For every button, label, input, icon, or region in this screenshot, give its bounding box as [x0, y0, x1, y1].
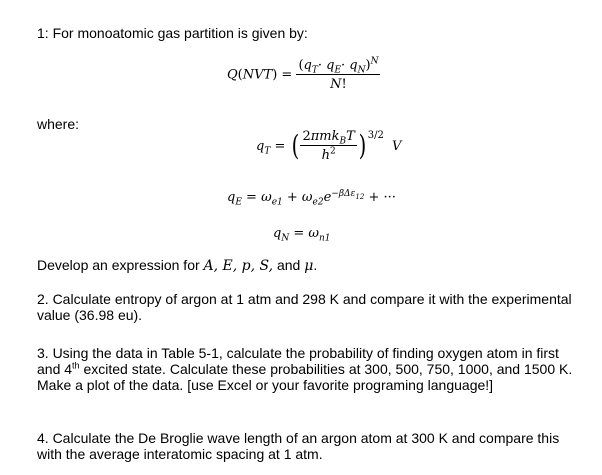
equation-2-fraction	[300, 130, 356, 162]
where-label: where:	[37, 116, 80, 132]
develop-text: Develop an expression for	[37, 257, 200, 273]
equation-1-numerator: $(q_T\cdot q_E\cdot q_N)^N$	[298, 56, 379, 76]
equation-electronic: $q_E = \omega_{e1} + \omega_{e2}e^{-\beta\Delta\varepsilon_{12}}$ + ···	[227, 188, 396, 208]
equation-partition-function	[227, 56, 380, 92]
develop-mu: μ	[304, 258, 314, 274]
develop-end: .	[313, 257, 318, 273]
develop-and: and	[276, 257, 301, 273]
question-2: 2. Calculate entropy of argon at 1 atm and 298 K and compare it with the experimental value (36.98 eu).	[37, 291, 572, 323]
equation-translational	[256, 130, 401, 162]
equation-nuclear: $q_N = \omega_{n1}$	[273, 226, 331, 244]
right-paren-icon: )	[358, 129, 367, 162]
develop-variables: A, E, p, S,	[203, 258, 274, 274]
equation-1-denominator: N!	[330, 77, 347, 92]
question-3-part-1: 3. Using the data in Table 5-1, calculate the probability of finding oxygen atom in first and 4	[37, 345, 559, 377]
equation-2-exponent: 3/2	[367, 129, 384, 141]
equation-2-lhs: $q_T$ =	[256, 138, 286, 157]
equation-2-denominator: $h^2$	[321, 146, 336, 163]
equation-1-fraction	[296, 56, 380, 92]
equation-1-lhs: Q(NVT) =	[227, 67, 293, 83]
question-4: 4. Calculate the De Broglie wave length of an argon atom at 300 K and compare this with the average interatomic spacing at 1 atm.	[37, 430, 560, 462]
question-3-superscript: th	[72, 360, 80, 371]
equation-2-volume: V	[391, 138, 402, 154]
question-3	[37, 345, 577, 393]
left-paren-icon: (	[291, 129, 299, 162]
question-3-part-2: excited state. Calculate these probabilities at 300, 500, 750, 1000, and 1500 K. Make a plot of the data. [use Excel or your favorite programing language!]	[37, 361, 573, 393]
equation-2-numerator: 2πmk$_B$T	[302, 129, 355, 147]
question-1-heading: 1: For monoatomic gas partition is given by:	[37, 25, 308, 41]
develop-expression-text	[37, 257, 317, 274]
